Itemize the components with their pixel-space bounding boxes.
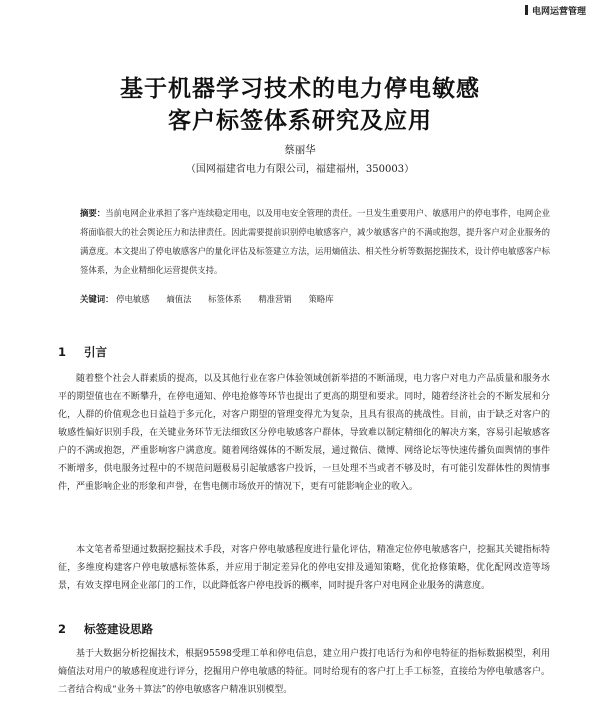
keyword: 熵值法 [166, 294, 192, 304]
paper-title-line1: 基于机器学习技术的电力停电敏感 [120, 76, 480, 102]
section-title: 标签建设思路 [84, 622, 154, 636]
journal-section-tag [525, 4, 586, 17]
tag-label: 电网运营管理 [531, 7, 586, 17]
affiliation: （国网福建省电力有限公司，福建福州，350003） [185, 164, 415, 175]
keywords [80, 293, 550, 305]
section-heading [58, 344, 107, 360]
keyword: 标签体系 [208, 294, 242, 304]
body-paragraph: 随着整个社会人群素质的提高，以及其他行业在客户体验领域创新举措的不断涌现，电力客户对电力产品质量和服务水平的期望值也在不断攀升，在停电通知、停电抢修等环节也提出了更高的期望和要求。同时，随着经济社会的不断发展和分化，人群的价值观念也日益趋于多元化，对客户期望的管理变得尤为复杂，且具有很高的挑战性。目前，由于缺乏对客户的敏感性偏好识别手段，在关键业务环节无法细致区分停电敏感客户群体，导致难以制定精细化的解决方案，容易引起敏感客户的不满或抱怨，严重影响客户满意度。随着网络媒体的不断发展，通过微信、微博、网络论坛等快速传播负面舆情的事件不断增多，供电服务过程中的不规范问题极易引起敏感客户投诉，一旦处理不当或者不够及时，有可能引发群体性的舆情事件，严重影响企业的形象和声誉，在售电侧市场放开的情况下，更有可能影响企业的收入。 [58, 374, 550, 492]
keyword: 策略库 [308, 294, 334, 304]
keyword: 停电敏感 [116, 294, 150, 304]
author: 蔡丽华 [284, 144, 316, 156]
abstract-label: 摘要： [80, 208, 106, 218]
section-heading [58, 621, 153, 637]
section-number: 2 [58, 622, 67, 636]
tag-bar [525, 5, 528, 15]
section-number: 1 [58, 345, 67, 359]
keywords-label: 关键词： [80, 294, 114, 304]
keyword: 精准营销 [258, 294, 292, 304]
abstract [80, 204, 550, 280]
body-paragraph: 本文笔者希望通过数据挖掘技术手段，对客户停电敏感程度进行量化评估，精准定位停电敏感客户，挖掘其关键指标特征，多维度构建客户停电敏感标签体系，并应用于制定差异化的停电安排及通知策略，优化抢修策略，优化配网改造等场景，有效支撑电网企业部门的工作，以此降低客户停电投诉的概率，同时提升客户对电网企业服务的满意度。 [58, 545, 550, 591]
paper-title-line2: 客户标签体系研究及应用 [168, 108, 432, 134]
section-title: 引言 [84, 345, 108, 359]
abstract-text: 当前电网企业承担了客户连续稳定用电，以及用电安全管理的责任。一旦发生重要用户、敏感用户的停电事件，电网企业将面临很大的社会舆论压力和法律责任。因此需要提前识别停电敏感客户，减少敏感客户的不满或抱怨，提升客户对企业服务的满意度。本文提出了停电敏感客户的量化评估及标签建立方法，运用熵值法、相关性分析等数据挖掘技术，设计停电敏感客户标签体系，为企业精细化运营提供支持。 [80, 208, 551, 275]
body-paragraph: 基于大数据分析挖掘技术，根据95598受理工单和停电信息，建立用户拨打电话行为和停电特征的指标数据模型，利用熵值法对用户的敏感程度进行评分，挖掘用户停电敏感的特征。同时给现有的客户打上手工标签，直接给为停电敏感客户。二者结合构成“业务＋算法”的停电敏感客户精准识别模型。 [58, 649, 550, 695]
